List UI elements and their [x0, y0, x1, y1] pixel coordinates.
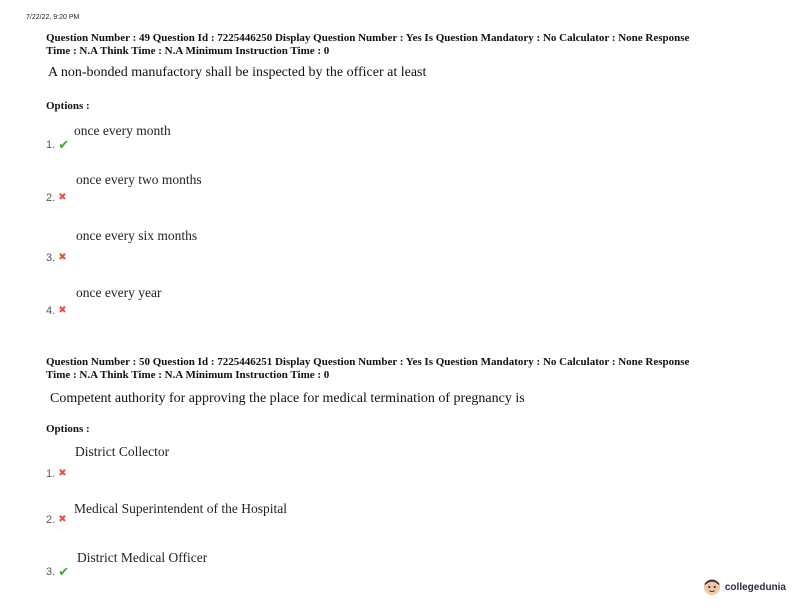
option-text: District Collector	[75, 444, 170, 459]
option-number	[46, 252, 67, 264]
option-text: once every year	[76, 285, 162, 300]
print-timestamp: 7/22/22, 9:20 PM	[26, 14, 80, 21]
question-text: Competent authority for approving the place for medical termination of pregnancy is	[50, 391, 525, 406]
question-meta	[46, 356, 766, 382]
check-icon: ✔	[58, 564, 70, 579]
option-number	[46, 514, 67, 526]
question-meta-line: Time : N.A Think Time : N.A Minimum Instruction Time : 0	[46, 45, 330, 57]
option-text: once every six months	[76, 228, 198, 243]
brand-logo-icon	[703, 578, 721, 596]
option-text: District Medical Officer	[77, 550, 208, 565]
option-number	[46, 565, 69, 578]
question-meta-line: Question Number : 50 Question Id : 7225446251 Display Question Number : Yes Is Question Mandatory : No Calculator : None Response	[46, 356, 690, 368]
option-number	[46, 305, 67, 317]
option-number-label: 2.	[46, 514, 56, 526]
option-number-label: 3.	[46, 565, 56, 578]
question-text: A non-bonded manufactory shall be inspected by the officer at least	[48, 65, 427, 80]
option-number-label: 2.	[46, 192, 56, 204]
brand-logo-group	[703, 578, 786, 596]
check-icon: ✔	[58, 137, 70, 152]
cross-icon: ✖	[58, 514, 67, 525]
cross-icon: ✖	[58, 468, 67, 479]
options-label: Options :	[46, 423, 90, 435]
options-label: Options :	[46, 100, 90, 112]
cross-icon: ✖	[58, 305, 67, 316]
option-number-label: 4.	[46, 305, 56, 317]
question-meta-line: Time : N.A Think Time : N.A Minimum Instruction Time : 0	[46, 369, 330, 381]
option-text: once every month	[74, 123, 171, 138]
option-number-label: 3.	[46, 252, 56, 264]
option-number	[46, 138, 69, 151]
option-text: Medical Superintendent of the Hospital	[74, 501, 287, 516]
cross-icon: ✖	[58, 252, 67, 263]
option-number-label: 1.	[46, 138, 56, 151]
option-number	[46, 192, 67, 204]
question-meta	[46, 32, 766, 58]
option-number-label: 1.	[46, 468, 56, 480]
option-number	[46, 468, 67, 480]
option-text: once every two months	[76, 172, 202, 187]
cross-icon: ✖	[58, 192, 67, 203]
question-meta-line: Question Number : 49 Question Id : 7225446250 Display Question Number : Yes Is Question Mandatory : No Calculator : None Response	[46, 32, 690, 44]
brand-name: collegedunia	[724, 581, 786, 593]
